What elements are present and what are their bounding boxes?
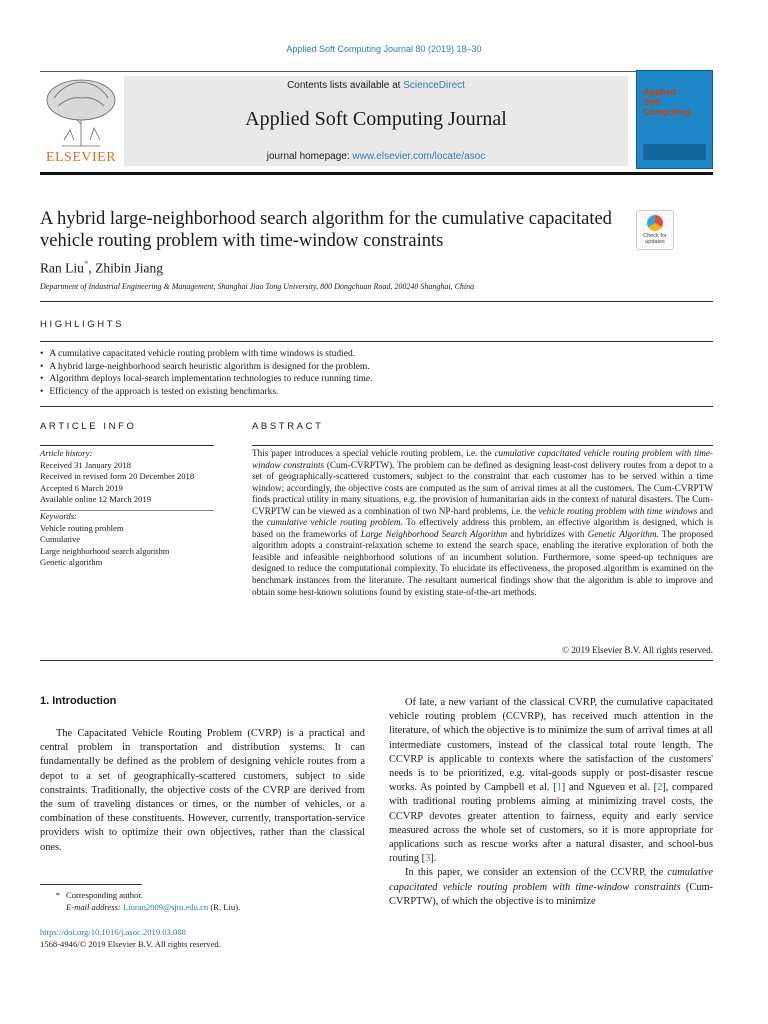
citation-link-3[interactable]: 3 xyxy=(425,853,431,865)
abstract-segment: . The proposed algorithm adopts a constraint-relaxation scheme to extend the search space, enabling the iterative exploration of both the feasible and infeasible neighborhood solutions of an incumbent solution. Furthermore, some speed-up techniques are designed to reduce the computational complexity. To elucidate its effectiveness, the proposed algorithm is examined on the benchmark instances from the literature. The resultant numerical findings show that the algorithm is able to improve and obtain some best-known solutions found by existing state-of-the-art methods. xyxy=(252,528,713,597)
elsevier-logo xyxy=(40,76,122,166)
abstract-emphasis: Genetic Algorithm xyxy=(587,528,657,539)
footnote-corresponding-text: Corresponding author. xyxy=(66,890,143,900)
affiliation-rule xyxy=(40,301,713,302)
footnote-email-suffix: (R. Liu). xyxy=(208,902,241,912)
text-segment: ], compared with traditional routing problems aiming at minimizing travel costs, the CCVRP devotes greater attention to fairness, equity and early service measured across the whole set of customers, so it is more appropriate for applications such as rescue works after a natural disaster, and school-bus routing [ xyxy=(389,782,714,865)
author-ran-liu[interactable]: Ran Liu xyxy=(40,260,84,276)
cover-stripe xyxy=(643,144,706,160)
abstract-segment: and hybridizes with xyxy=(507,528,588,539)
abstract-segment: . To effectively address this problem, an effective algorithm is designed, which is based on the frameworks of xyxy=(252,517,713,539)
keyword-item: Genetic algorithm xyxy=(40,557,103,567)
highlights-list xyxy=(40,348,713,398)
header-top-rule xyxy=(40,71,713,72)
highlight-item: • A hybrid large-neighborhood search heuristic algorithm is designed for the problem. xyxy=(40,361,713,374)
keywords-label: Keywords: xyxy=(40,511,77,521)
footnote-star: * xyxy=(55,890,60,900)
elsevier-tree-icon xyxy=(40,76,122,148)
article-title: A hybrid large-neighborhood search algorithm for the cumulative capacitated vehicle routing problem with time-window constraints xyxy=(40,209,612,251)
header-thick-rule xyxy=(40,172,713,175)
intro-paragraph-2 xyxy=(389,696,713,866)
abstract-segment: (Cum-CVRPTW). The problem can be defined as designing least-cost delivery routes from a depot to a set of geographically-scattered customers, subject to the constraint that each customer has to be served within a time window; accordingly, the objective costs are computed as the sum of arrival times at all the customers. The Cum-CVRPTW finds practical utility in many situations, e.g. the provision of humanitarian aids in the context of natural disasters. The Cum-CVRPTW can be viewed as a combination of two NP-hard problems, i.e. the xyxy=(252,459,713,516)
article-info-heading: ARTICLE INFO xyxy=(40,421,137,432)
history-received: Received 31 January 2018 xyxy=(40,459,131,470)
check-updates-line-2: updates xyxy=(645,239,665,245)
history-accepted: Accepted 6 March 2019 xyxy=(40,482,123,493)
highlight-item: • Efficiency of the approach is tested on existing benchmarks. xyxy=(40,386,713,399)
abstract-heading: ABSTRACT xyxy=(252,421,324,432)
section-heading-introduction: 1. Introduction xyxy=(40,695,117,707)
footnote-rule xyxy=(40,884,142,885)
abstract-emphasis: cumulative capacitated vehicle routing problem with time-window constraints xyxy=(252,448,713,470)
check-updates-line-1: Check for xyxy=(643,233,667,239)
intro-paragraph-1: The Capacitated Vehicle Routing Problem (CVRP) is a practical and central problem in transportation and distribution systems. It can fundamentally be defined as the problem of designing vehicle routes from a depot to a set of geographically-scattered customers, subject to side constraints. Traditionally, the objective costs of the CVRP are derived from the sum of traveling distances or times, or the number of vehicles, or a combination of these constituents. However, currently, transportation-service providers wish to optimize their own objectives, rather than the classical ones. xyxy=(40,728,365,853)
contents-prefix: Contents lists available at xyxy=(287,80,404,91)
doi-link[interactable]: https://doi.org/10.1016/j.asoc.2019.03.008 xyxy=(40,927,186,937)
footnote-email-label: E-mail address: xyxy=(66,902,123,912)
abstract-text xyxy=(252,448,713,598)
author-zhibin-jiang[interactable]: , Zhibin Jiang xyxy=(88,260,163,276)
text-emphasis: cumulative capacitated vehicle routing problem with time-window constraints xyxy=(389,867,713,893)
highlight-item: • A cumulative capacitated vehicle routing problem with time windows is studied. xyxy=(40,348,713,361)
right-column-text xyxy=(389,696,713,909)
abstract-segment: and the xyxy=(252,505,713,528)
elsevier-wordmark: ELSEVIER xyxy=(45,150,117,165)
keywords xyxy=(40,511,220,569)
intro-paragraph-3 xyxy=(389,866,713,909)
text-segment: Of late, a new variant of the classical CVRP, the cumulative capacitated vehicle routing problem (CCVRP), has received much attention in the literature, of which the objective is to minimize the sum of arrival times at all intermediate customers, instead of the classical total route length. The CCVRP is applicable to contexts where the satisfaction of the customers' needs is to be prioritized, e.g. vital-goods supply or post-disaster rescue works. As pointed by Campbell et al. [ xyxy=(389,697,713,794)
highlights-heading: HIGHLIGHTS xyxy=(40,319,125,330)
citation-link-1[interactable]: 1 xyxy=(556,782,562,794)
highlights-rule xyxy=(40,341,713,342)
abstract-copyright: © 2019 Elsevier B.V. All rights reserved. xyxy=(562,645,713,655)
check-updates-text xyxy=(637,233,673,245)
text-segment: ] and Ngueveu et al. [ xyxy=(561,782,658,794)
abstract-emphasis: cumulative vehicle routing problem xyxy=(266,517,401,528)
affiliation: Department of Industrial Engineering & Management, Shanghai Jiao Tong University, 800 Dongchuan Road, 200240 Shanghai, China xyxy=(40,282,475,291)
footnote xyxy=(40,889,360,913)
history-revised: Received in revised form 20 December 2018 xyxy=(40,471,195,481)
journal-cover-thumbnail[interactable] xyxy=(636,70,713,169)
author-email-link[interactable]: Liuran2009@sjtu.edu.cn xyxy=(122,902,209,912)
abstract-rule xyxy=(252,445,713,446)
journal-header-box xyxy=(124,76,628,166)
cover-line-3: Computing xyxy=(643,107,691,117)
homepage-link[interactable]: www.elsevier.com/locate/asoc xyxy=(352,151,486,162)
corresponding-author-mark[interactable]: * xyxy=(83,259,89,269)
article-history-label: Article history: xyxy=(40,448,93,458)
footnote-corresponding xyxy=(40,889,360,901)
keyword-item: Vehicle routing problem xyxy=(40,522,124,533)
cover-title xyxy=(643,87,691,117)
authors xyxy=(40,259,163,277)
text-segment: In this paper, we consider an extension of the CCVRP, the xyxy=(405,867,668,879)
abstract-emphasis: vehicle routing problem with time windows xyxy=(538,505,698,516)
article-info-rule xyxy=(40,445,214,446)
issn-copyright: 1568-4946/© 2019 Elsevier B.V. All rights reserved. xyxy=(40,939,221,949)
homepage-prefix: journal homepage: xyxy=(266,151,353,162)
footnote-email-line xyxy=(40,901,360,913)
journal-name: Applied Soft Computing Journal xyxy=(245,108,507,130)
abstract-emphasis: Large Neighborhood Search Algorithm xyxy=(360,528,508,539)
doi-block xyxy=(40,926,221,950)
cover-line-2: Soft xyxy=(643,97,661,107)
abstract-bottom-rule xyxy=(40,660,713,661)
keyword-item: Cumulative xyxy=(40,534,81,544)
highlights-bottom-rule xyxy=(40,406,713,407)
cover-line-1: Applied xyxy=(643,87,676,97)
check-updates-icon xyxy=(647,215,663,231)
contents-line xyxy=(124,80,628,91)
history-online: Available online 12 March 2019 xyxy=(40,494,152,504)
article-history xyxy=(40,448,220,506)
keyword-item: Large neighborhood search algorithm xyxy=(40,545,170,556)
citation-link-2[interactable]: 2 xyxy=(657,782,663,794)
check-for-updates-badge[interactable] xyxy=(636,210,674,250)
homepage-line xyxy=(124,151,628,162)
text-segment: ]. xyxy=(430,853,437,865)
journal-citation-link[interactable]: Applied Soft Computing Journal 80 (2019) 18–30 xyxy=(286,44,482,54)
text-segment: (Cum-CVRPTW), of which the objective is to minimize xyxy=(389,881,714,907)
highlight-item: • Algorithm deploys local-search implementation technologies to reduce running time. xyxy=(40,373,713,386)
abstract-segment: This paper introduces a special vehicle routing problem, i.e. the xyxy=(252,448,495,458)
sciencedirect-link[interactable]: ScienceDirect xyxy=(403,80,465,91)
